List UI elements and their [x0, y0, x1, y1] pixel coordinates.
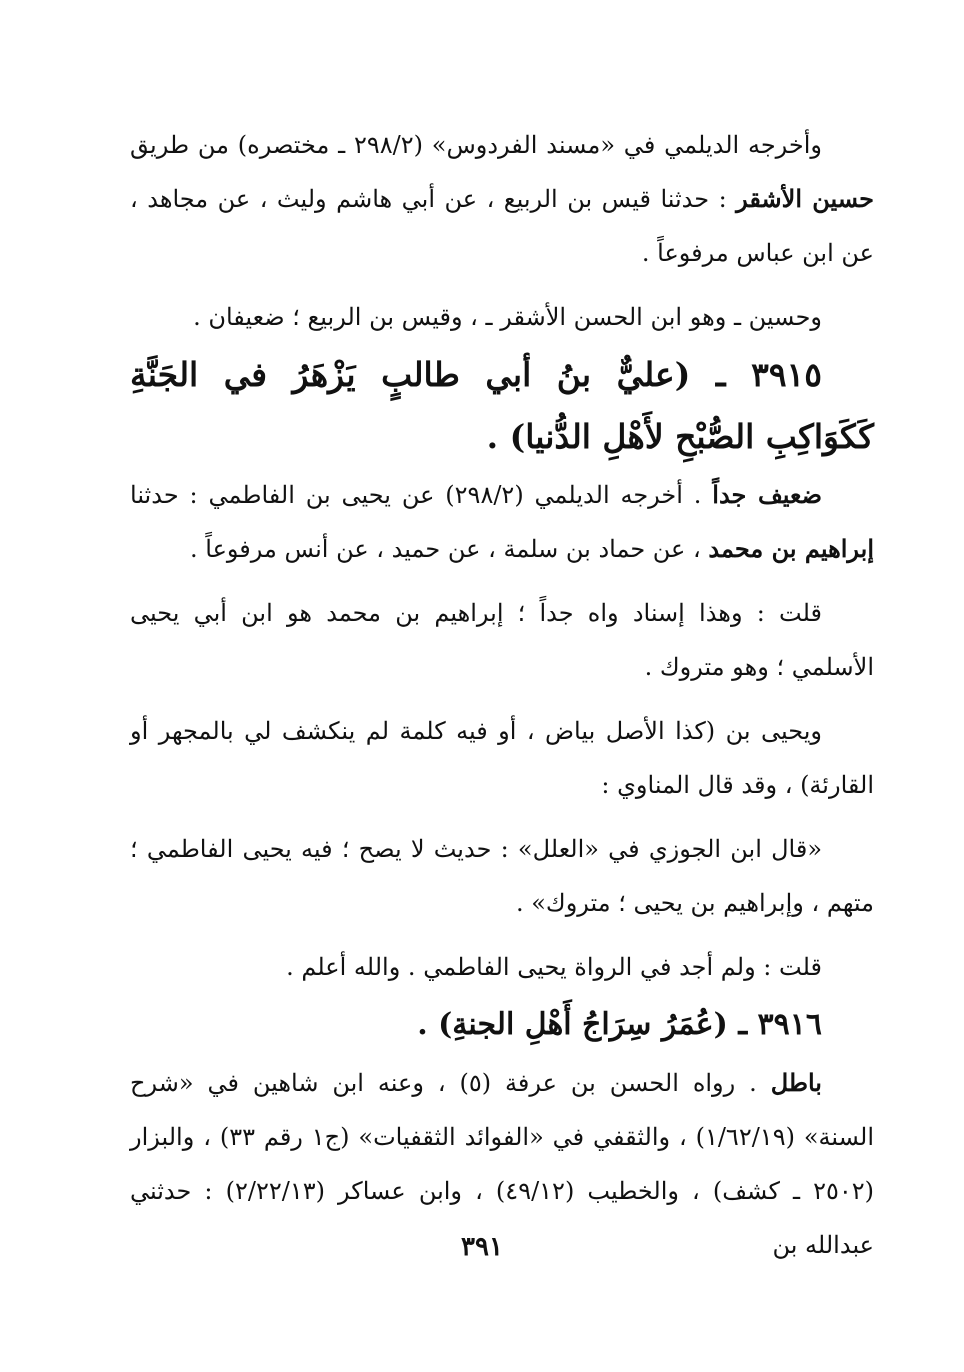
narrator-name: حسين الأشقر: [736, 184, 874, 213]
hadith-heading-3916: ٣٩١٦ ـ (عُمَرُ سِرَاجُ أَهْلِ الجنةِ) .: [417, 1007, 822, 1042]
paragraph-hadith-3915-grading: [130, 468, 874, 576]
text-run: . أخرجه الديلمي (٢٩٨/٢) عن يحيى بن الفاطمي : حدثنا: [130, 481, 713, 509]
main-text: [130, 118, 874, 1272]
page-number: ٣٩١: [461, 1232, 503, 1262]
paragraph-daylami-source: [130, 118, 874, 280]
text-run: . رواه الحسن بن عرفة (٥) ، وعنه ابن شاهين في «شرح السنة» (١/٦٢/١٩) ، والثقفي في «الفوائد الثقفيات» (ج١ رقم ٣٣) ، والبزار (٢٥٠٢ ـ كشف) ، والخطيب (٤٩/١٢) ، وابن عساكر (٢/٢٢/١٣) : حدثني عبدالله بن: [130, 1069, 875, 1259]
paragraph-ibn-jawzi-quote: «قال ابن الجوزي في «العلل» : حديث لا يصح ؛ فيه يحيى الفاطمي ؛ متهم ، وإبراهيم بن يحيى ؛ متروك» .: [130, 835, 874, 917]
hadith-heading-3915: ٣٩١٥ ـ (عليٌّ بنُ أبي طالبٍ يَزْهَرُ في الجَنَّةِ كَكَوَاكِبِ الصُّبْحِ لأَهْلِ الدُّنيا) .: [130, 355, 874, 456]
text-run: وأخرجه الديلمي في «مسند الفردوس» (٢٩٨/٢ ـ مختصره) من طريق: [130, 131, 823, 159]
paragraph-isnad-comment: قلت : وهذا إسناد واه جداً ؛ إبراهيم بن محمد هو ابن أبي يحيى الأسلمي ؛ وهو متروك .: [130, 599, 874, 681]
grading-label: باطل: [770, 1068, 822, 1097]
paragraph-weakness-note: وحسين ـ وهو ابن الحسن الأشقر ـ ، وقيس بن الربيع ؛ ضعيفان .: [193, 303, 822, 331]
grading-label: ضعيف جداً: [712, 480, 823, 509]
paragraph-conclusion: قلت : ولم أجد في الرواة يحيى الفاطمي . والله أعلم .: [286, 953, 822, 981]
paragraph-manuscript-note: ويحيى بن (كذا الأصل بياض ، أو فيه كلمة لم ينكشف لي بالمجهر أو القارئة) ، وقد قال المناوي :: [130, 717, 874, 799]
text-run: : حدثنا قيس بن الربيع ، عن أبي هاشم وليث ، عن مجاهد ، عن ابن عباس مرفوعاً .: [130, 185, 874, 267]
narrator-name: إبراهيم بن محمد: [708, 534, 874, 563]
text-run: ، عن حماد بن سلمة ، عن حميد ، عن أنس مرفوعاً .: [190, 535, 709, 563]
